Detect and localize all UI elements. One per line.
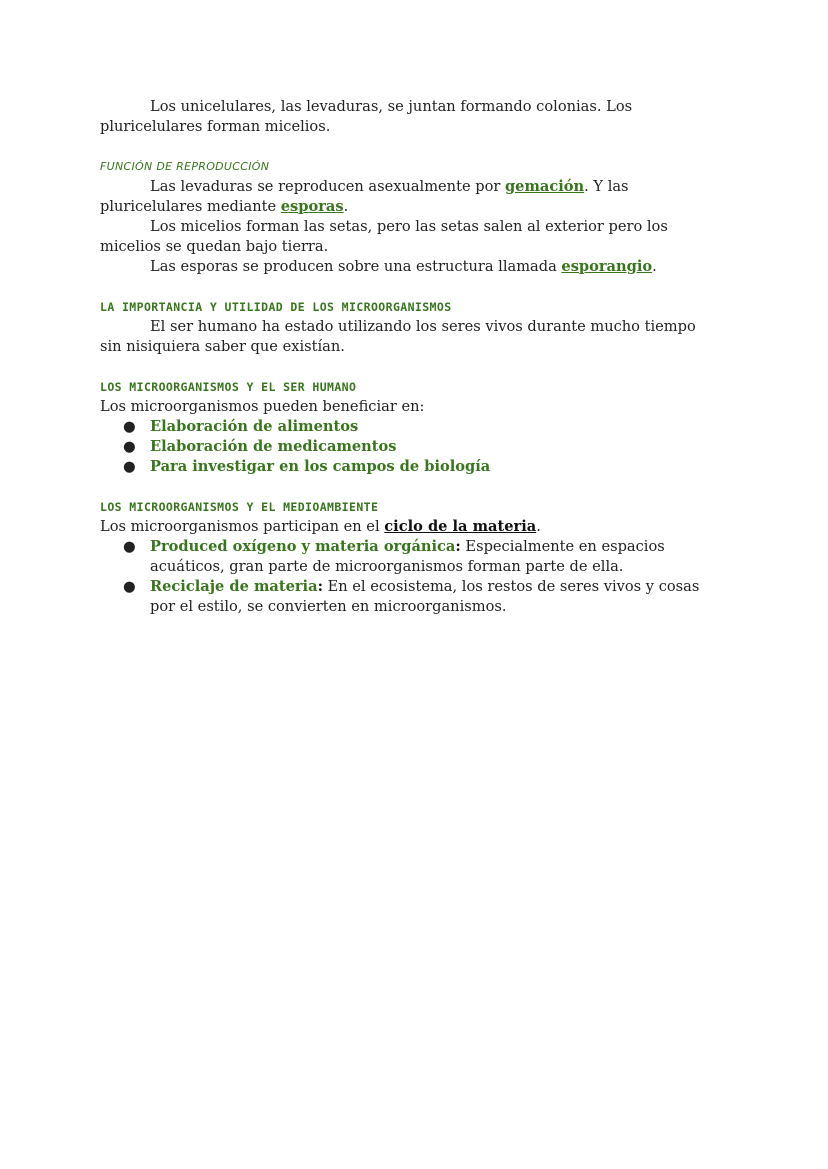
- reproduction-heading: FUNCIÓN DE REPRODUCCIÓN: [100, 160, 270, 173]
- list-item: [100, 417, 708, 437]
- list-item-term: Reciclaje de materia: [150, 578, 318, 595]
- esporas-link[interactable]: esporas: [280, 198, 344, 215]
- environment-intro-end: .: [536, 518, 541, 535]
- reproduction-p1-middle: . Y las pluricelulares mediante: [100, 178, 629, 215]
- list-item-text: Elaboración de medicamentos: [150, 438, 397, 455]
- bullet-icon: ●: [123, 458, 136, 475]
- environment-list: [100, 537, 708, 617]
- list-item-text: Elaboración de alimentos: [150, 418, 359, 435]
- reproduction-p1-end: .: [343, 198, 349, 215]
- environment-intro-text: Los microorganismos participan en el: [100, 518, 385, 535]
- list-item-desc: En el ecosistema, los restos de seres vivos y cosas por el estilo, se convierten en microorganismos.: [150, 578, 700, 615]
- list-item: [100, 537, 708, 577]
- ciclo-materia-link[interactable]: ciclo de la materia: [384, 518, 537, 535]
- list-item: [100, 457, 708, 477]
- environment-intro: [100, 517, 708, 537]
- gemacion-link[interactable]: gemación: [504, 178, 585, 195]
- bullet-icon: ●: [123, 418, 136, 435]
- list-item-text: Para investigar en los campos de biología: [150, 458, 491, 475]
- importance-heading: LA IMPORTANCIA Y UTILIDAD DE LOS MICROORGANISMOS: [100, 300, 452, 314]
- bullet-icon: ●: [123, 578, 136, 595]
- reproduction-paragraph-2: Los micelios forman las setas, pero las setas salen al exterior pero los micelios se quedan bajo tierra.: [100, 218, 668, 255]
- importance-paragraph: El ser humano ha estado utilizando los seres vivos durante mucho tiempo sin nisiquiera saber que existían.: [100, 318, 696, 355]
- list-item-desc: Especialmente en espacios acuáticos, gran parte de microorganismos forman parte de ella.: [150, 538, 665, 575]
- reproduction-p3-end: .: [652, 258, 657, 275]
- list-item: [100, 577, 708, 617]
- esporangio-link[interactable]: esporangio: [561, 258, 653, 275]
- human-heading: LOS MICROORGANISMOS Y EL SER HUMANO: [100, 380, 357, 394]
- bullet-icon: ●: [123, 438, 136, 455]
- reproduction-paragraph-3: [100, 257, 708, 277]
- list-item-colon: :: [317, 578, 323, 595]
- environment-heading: LOS MICROORGANISMOS Y EL MEDIOAMBIENTE: [100, 500, 379, 514]
- reproduction-p3-text: Las esporas se producen sobre una estructura llamada: [150, 258, 562, 275]
- reproduction-p1-text: Las levaduras se reproducen asexualmente por: [150, 178, 505, 195]
- human-benefits-list: [100, 417, 708, 477]
- list-item-term: Produced oxígeno y materia orgánica: [150, 538, 456, 555]
- list-item-colon: :: [455, 538, 461, 555]
- colonies-paragraph: Los unicelulares, las levaduras, se juntan formando colonias. Los pluricelulares forman micelios.: [100, 98, 633, 135]
- reproduction-paragraph-1: [100, 177, 708, 217]
- list-item: [100, 437, 708, 457]
- human-intro: Los microorganismos pueden beneficiar en:: [100, 398, 425, 415]
- bullet-icon: ●: [123, 538, 136, 555]
